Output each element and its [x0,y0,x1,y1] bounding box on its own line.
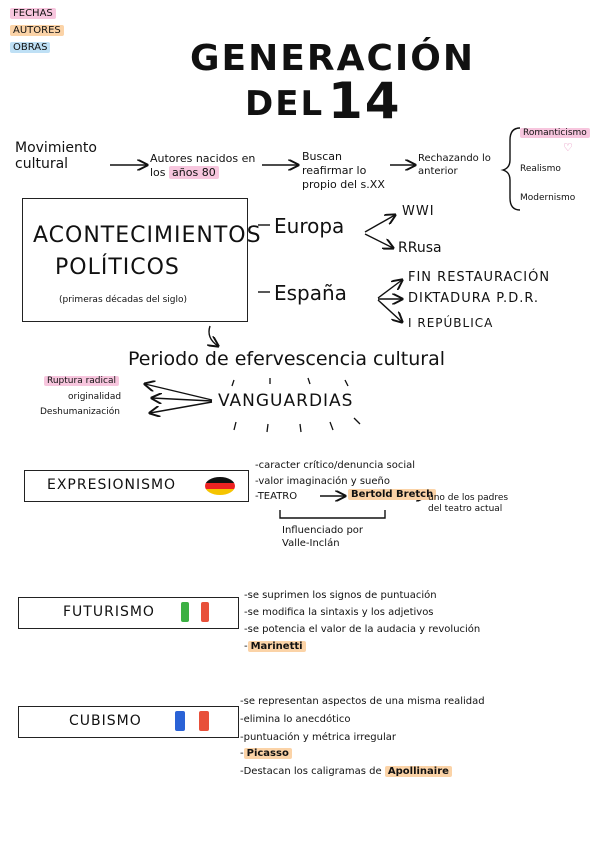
espana-item-dictadura: DIKTADURA P.D.R. [408,291,540,306]
futurismo-item-1: -se suprimen los signos de puntuación [244,590,437,601]
expresionismo-box [24,470,249,502]
espana-item-restauracion: FIN RESTAURACIÓN [408,270,551,285]
cubismo-author-row: - Picasso [240,748,292,759]
period-label: Periodo de efervescencia cultural [128,348,445,370]
teatro-note: uno de los padres del teatro actual [428,493,509,514]
movement-step3: Rechazando lo anterior [418,153,491,177]
trait-originalidad: originalidad [68,392,122,402]
cubismo-author: Picasso [244,748,292,759]
vanguardias-label: VANGUARDIAS [218,391,354,411]
title-line2: DEL [245,84,325,124]
heart-icon: ♡ [563,141,573,154]
futurismo-item-2: -se modifica la sintaxis y los adjetivos [244,607,434,618]
legend-fechas: FECHAS [10,8,56,19]
teatro-label: -TEATRO [255,491,298,502]
events-title-1: ACONTECIMIENTOS [33,223,262,248]
europa-label: Europa [274,214,345,238]
expresionismo-label: EXPRESIONISMO [47,477,177,493]
france-flag-icon [175,711,209,731]
influence-note: Influenciado por Valle-Inclán [282,525,364,549]
cubismo-item-2: -elimina lo anecdótico [240,714,351,725]
teatro-author: Bertold Bretch [348,489,436,500]
cubismo-item-1: -se representan aspectos de una misma realidad [240,696,485,707]
cubismo-item-3: -puntuación y métrica irregular [240,732,396,743]
events-title-2: POLÍTICOS [55,255,180,280]
movement-step2: Buscan reafirmar lo propio del s.XX [302,150,385,191]
futurismo-label: FUTURISMO [63,604,155,620]
futurismo-author-row: - Marinetti [244,641,306,652]
rejected-romanticismo: Romanticismo [520,128,590,138]
trait-ruptura: Ruptura radical [44,376,119,386]
legend-obras: OBRAS [10,42,50,53]
movement-step1: Autores nacidos en los años 80 [150,152,256,179]
europa-item-rrusa: RRusa [398,240,442,256]
germany-flag-icon [205,477,235,495]
movement-label: Movimiento cultural [15,140,97,172]
expresionismo-item-2: -valor imaginación y sueño [255,476,390,487]
italy-flag-icon [181,602,209,622]
legend-autores: AUTORES [10,25,64,36]
apollinaire-highlight: Apollinaire [385,766,452,777]
trait-deshumanizacion: Deshumanización [40,407,120,417]
years-highlight: años 80 [169,166,219,179]
rejected-modernismo: Modernismo [520,193,576,203]
rejected-brace [503,128,520,210]
title-line1: GENERACIÓN [190,38,475,79]
title-number: 14 [328,72,402,130]
espana-label: España [274,281,347,305]
europa-item-wwi: WWI [402,204,435,219]
rejected-realismo: Realismo [520,164,561,174]
cubismo-item-last: -Destacan los caligramas de Apollinaire [240,766,452,777]
futurismo-box [18,597,239,629]
cubismo-box [18,706,239,738]
cubismo-label: CUBISMO [69,713,142,729]
influence-bracket [280,510,385,518]
futurismo-item-3: -se potencia el valor de la audacia y revolución [244,624,481,635]
events-subtitle: (primeras décadas del siglo) [59,295,188,305]
events-box [22,198,262,322]
futurismo-author: Marinetti [248,641,306,652]
espana-item-republica: I REPÚBLICA [408,316,494,330]
expresionismo-item-1: -caracter crítico/denuncia social [255,460,416,471]
